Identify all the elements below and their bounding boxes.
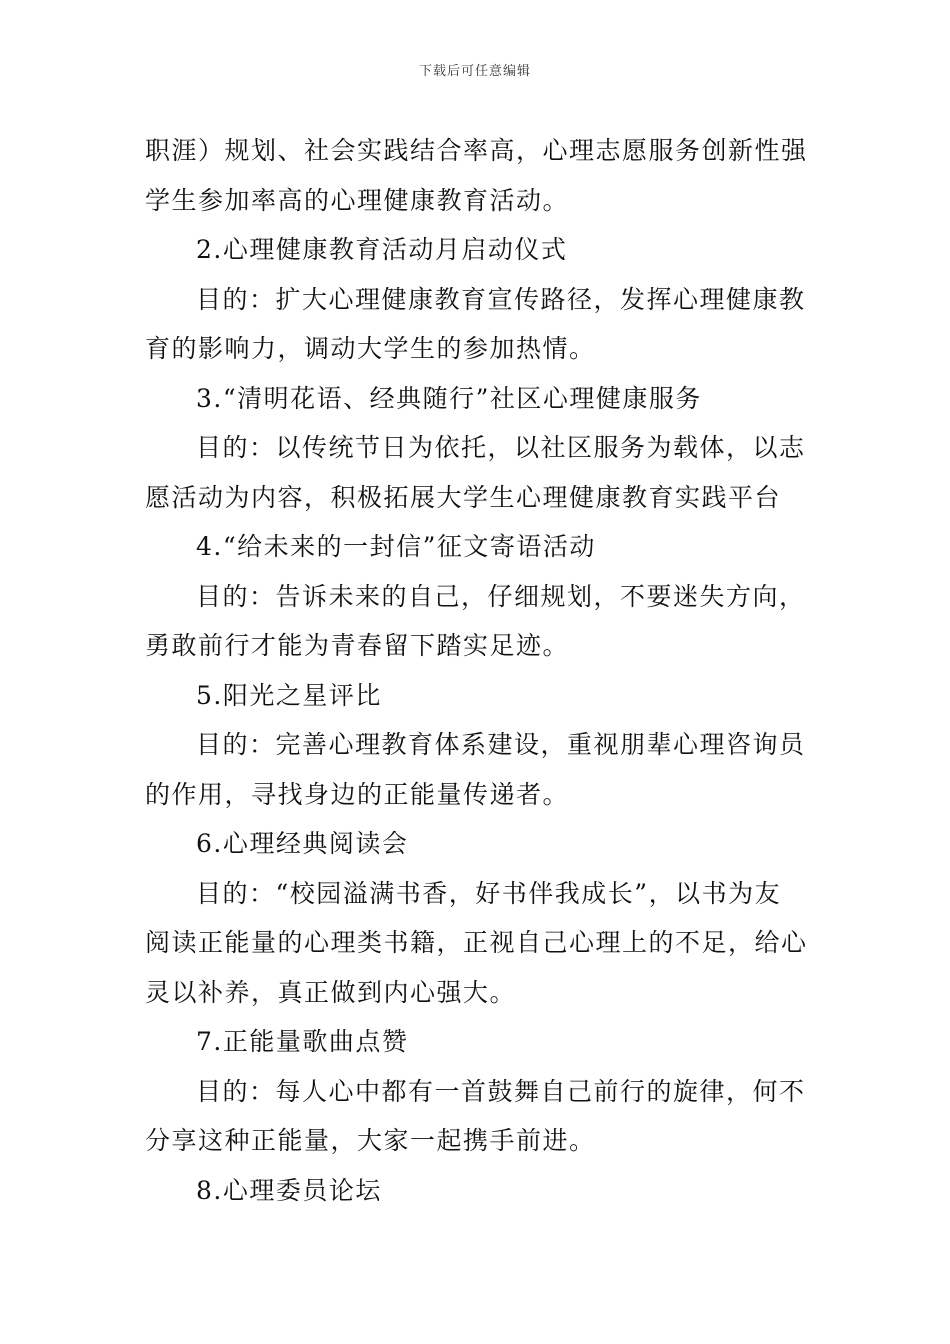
- paragraph-line: 学生参加率高的心理健康教育活动。: [145, 185, 570, 215]
- document-body: [145, 126, 811, 1215]
- paragraph-line: 目的：扩大心理健康教育宣传路径，发挥心理健康教: [196, 284, 806, 314]
- page-header: 下载后可任意编辑: [418, 64, 531, 79]
- section-heading: 3.“清明花语、经典随行”社区心理健康服务: [196, 383, 702, 413]
- section-heading: 4.“给未来的一封信”征文寄语活动: [196, 532, 596, 561]
- paragraph-line: 目的：“校园溢满书香，好书伴我成长”，以书为友: [196, 878, 782, 908]
- paragraph-line: 阅读正能量的心理类书籍，正视自己心理上的不足，给心: [145, 928, 808, 957]
- paragraph-line: 分享这种正能量，大家一起携手前进。: [145, 1126, 596, 1155]
- paragraph-line: 目的：每人心中都有一首鼓舞自己前行的旋律，何不: [196, 1076, 806, 1106]
- paragraph-line: 育的影响力，调动大学生的参加热情。: [145, 334, 596, 363]
- paragraph-line: 勇敢前行才能为青春留下踏实足迹。: [145, 631, 570, 660]
- section-heading: 5.阳光之星评比: [196, 680, 382, 710]
- paragraph-line: 职涯）规划、社会实践结合率高，心理志愿服务创新性强: [145, 136, 808, 165]
- paragraph-line: 目的：完善心理教育体系建设，重视朋辈心理咨询员: [196, 730, 806, 759]
- section-heading: 6.心理经典阅读会: [196, 829, 409, 858]
- paragraph-line: 灵以补养，真正做到内心强大。: [145, 977, 517, 1007]
- paragraph-line: 愿活动为内容，积极拓展大学生心理健康教育实践平台: [145, 482, 782, 512]
- paragraph-line: 目的：以传统节日为依托，以社区服务为载体，以志: [196, 433, 806, 462]
- paragraph-line: 目的：告诉未来的自己，仔细规划，不要迷失方向，: [196, 581, 806, 611]
- section-heading: 2.心理健康教育活动月启动仪式: [196, 235, 568, 264]
- section-heading: 7.正能量歌曲点赞: [196, 1027, 409, 1056]
- section-heading: 8.心理委员论坛: [196, 1175, 382, 1205]
- paragraph-line: 的作用，寻找身边的正能量传递者。: [145, 779, 570, 809]
